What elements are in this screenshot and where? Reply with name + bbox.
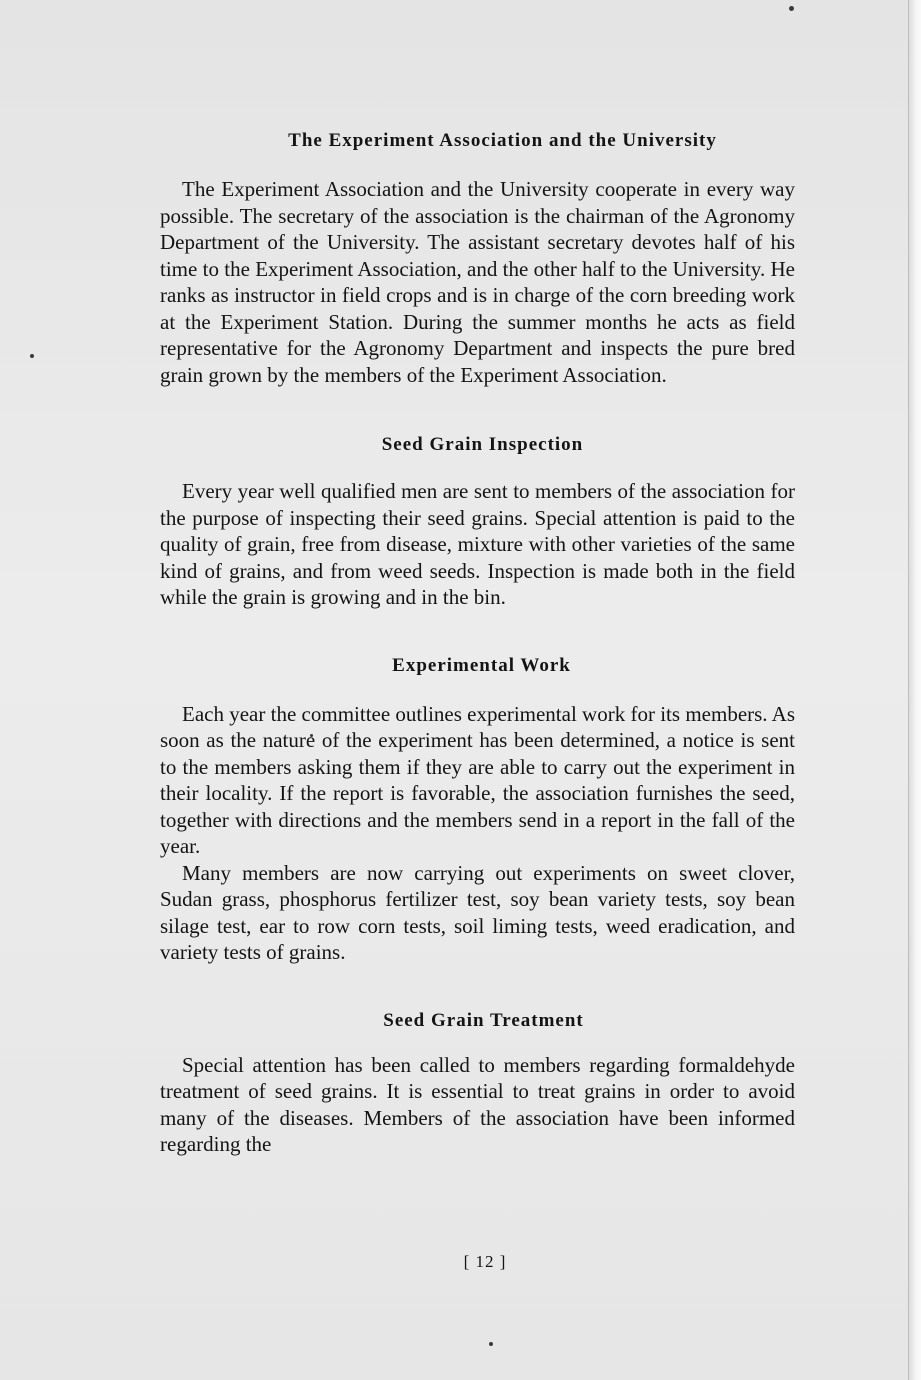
page-number: [ 12 ] <box>463 1252 507 1271</box>
section-seed-grain-inspection <box>160 432 795 611</box>
section-heading: Seed Grain Treatment <box>383 1009 584 1031</box>
page-edge-shadow <box>908 0 921 1380</box>
scan-speck <box>789 6 794 11</box>
section-experimental-work <box>160 653 795 966</box>
paragraph: Every year well qualified men are sent to members of the association for the purpose of inspecting their seed grains. Special attention is paid to the quality of grain, free from disease, mixture with other varieties of the same kind of grains, and from weed seeds. Inspection is made both in the field while the grain is growing and in the bin. <box>160 479 795 609</box>
section-seed-grain-treatment <box>160 1008 795 1158</box>
paragraph: Each year the committee outlines experimental work for its members. As soon as the nature of the experiment has been determined, a notice is sent to the members asking them if they are able to carry out the experiment in their locality. If the report is favorable, the association furnishes the seed, together with directions and the members send in a report in the fall of the year. <box>160 701 795 858</box>
section-heading: The Experiment Association and the University <box>288 130 717 151</box>
paragraph: The Experiment Association and the University cooperate in every way possible. The secretary of the association is the chairman of the Agronomy Department of the University. The assistant secretary devotes half of his time to the Experiment Association, and the other half to the University. He ranks as instructor in field crops and is in charge of the corn breeding work at the Experiment Station. During the summer months he acts as field representative for the Agronomy Department and inspects the pure bred grain grown by the members of the Experiment Association. <box>160 177 795 387</box>
paragraph: Special attention has been called to members regarding formaldehyde treatment of seed grains. It is essential to treat grains in order to avoid many of the diseases. Members of the association have been informed regarding the <box>160 1052 795 1156</box>
paragraph: Many members are now carrying out experiments on sweet clover, Sudan grass, phosphorus fertilizer test, soy bean variety tests, soy bean silage test, ear to row corn tests, soil liming tests, weed eradication, and variety tests of grains. <box>160 860 795 964</box>
scan-speck <box>489 1342 493 1346</box>
section-heading: Experimental Work <box>392 654 571 676</box>
section-association-university <box>160 128 795 388</box>
scan-speck <box>30 354 34 358</box>
text-column <box>160 128 795 1158</box>
section-heading: Seed Grain Inspection <box>381 434 584 455</box>
